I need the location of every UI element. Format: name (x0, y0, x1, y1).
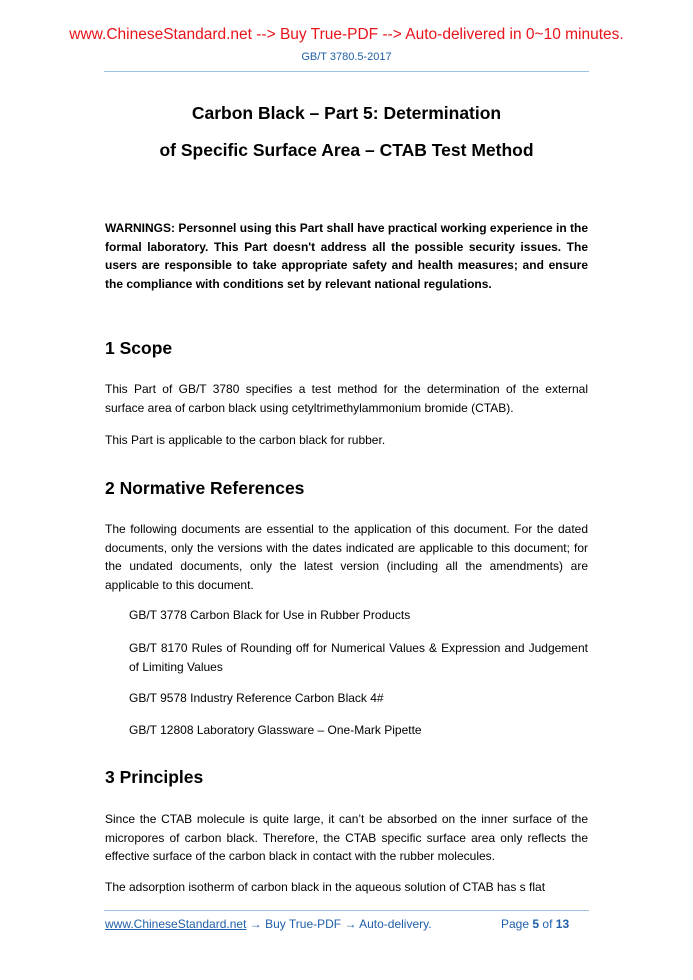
scope-paragraph-2: This Part is applicable to the carbon black for rubber. (105, 433, 386, 447)
document-number: GB/T 3780.5-2017 (301, 51, 392, 63)
page-current: 5 (532, 917, 540, 931)
footer-site-link[interactable]: www.ChineseStandard.net (105, 917, 247, 931)
section-heading-normative-references: 2 Normative References (105, 478, 305, 498)
principles-paragraph-1: Since the CTAB molecule is quite large, it can’t be absorbed on the inner surface of the micropores of carbon black. Therefore, the CTAB specific surface area only reflects the effective surface of the carbon black in contact with the rubber molecules. (105, 812, 588, 863)
page-total: 13 (555, 917, 570, 931)
warnings-paragraph: WARNINGS: Personnel using this Part shall have practical working experience in the formal laboratory. This Part doesn't address all the possible security issues. The users are responsible to take appropriate safety and health measures; and ensure the compliance with conditions set by relevant national regulations. (105, 221, 588, 291)
scope-paragraph-1: This Part of GB/T 3780 specifies a test method for the determination of the external surface area of carbon black using cetyltrimethylammonium bromide (CTAB). (105, 382, 588, 415)
reference-item: GB/T 9578 Industry Reference Carbon Black 4# (129, 691, 384, 705)
principles-paragraph-2: The adsorption isotherm of carbon black in the aqueous solution of CTAB has s flat (105, 880, 546, 894)
normative-paragraph-1: The following documents are essential to the application of this document. For the dated documents, only the versions with the dates indicated are applicable to this document; for the undated documents, only the latest version (including all the amendments) are applicable to this document. (105, 522, 588, 592)
footer-links (105, 917, 432, 931)
section-heading-scope: 1 Scope (105, 338, 173, 358)
reference-item: GB/T 12808 Laboratory Glassware – One-Mark Pipette (129, 723, 422, 737)
header-banner[interactable]: www.ChineseStandard.net --> Buy True-PDF --> Auto-delivered in 0~10 minutes. (69, 26, 624, 43)
footer-text: → Buy True-PDF → Auto-delivery. (246, 917, 432, 931)
page-indicator (501, 917, 569, 931)
section-heading-principles: 3 Principles (105, 767, 204, 787)
reference-item: GB/T 3778 Carbon Black for Use in Rubber Products (129, 608, 411, 622)
document-title-line-2: of Specific Surface Area – CTAB Test Method (159, 140, 534, 160)
page-label: Page (501, 917, 530, 931)
header-divider (104, 71, 589, 72)
footer-divider (104, 910, 589, 911)
of-label: of (542, 917, 553, 931)
document-title-line-1: Carbon Black – Part 5: Determination (191, 103, 502, 123)
reference-item: GB/T 8170 Rules of Rounding off for Numerical Values & Expression and Judgement of Limiting Values (129, 641, 588, 674)
